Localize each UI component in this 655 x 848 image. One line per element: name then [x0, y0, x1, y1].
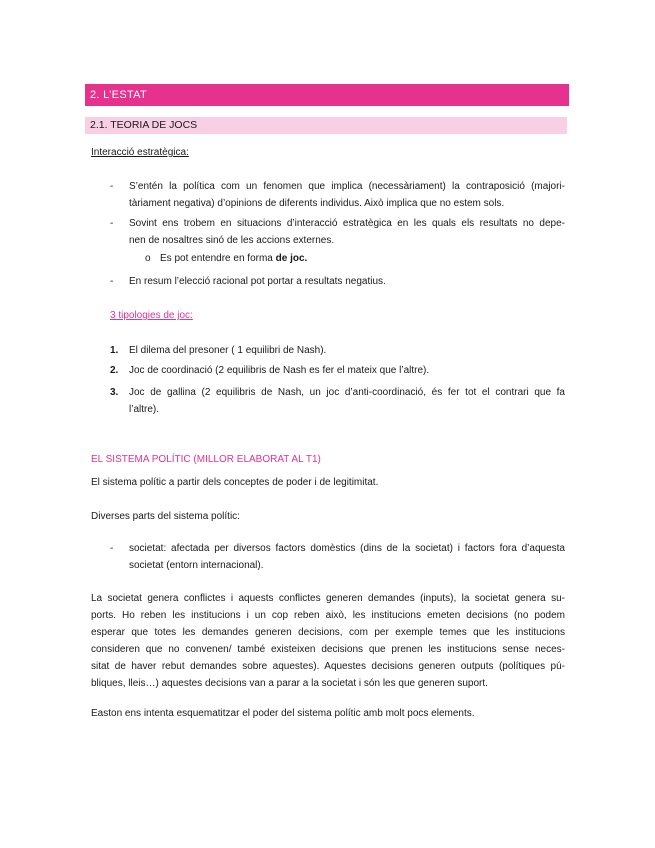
paragraph-3-line: bliques, lleis…) aquestes decisions van a parar a la societat i són les que generen suport.: [91, 678, 488, 689]
bullet-a1-line1: S’entén la política com un fenomen que implica (necessàriament) la contraposició (majori-: [129, 181, 565, 192]
subsection-heading: 2.1. TEORIA DE JOCS: [85, 117, 567, 134]
section-heading: 2. L’ESTAT: [85, 84, 569, 106]
sub-bullet-bold: de joc.: [275, 253, 308, 264]
bullet-a2-line1: Sovint ens trobem en situacions d’interacció estratègica en les quals els resultats no depe-: [129, 218, 565, 229]
bullet-a1-line2: tàriament negativa) d’opinions de diferents individus. Això implica que no estem sols.: [129, 198, 505, 209]
paragraph-2: Diverses parts del sistema polític:: [91, 511, 240, 522]
numbered-item-1: El dilema del presoner ( 1 equilibri de Nash).: [129, 345, 327, 356]
sub-bullet-text: Es pot entendre en forma: [160, 253, 276, 264]
numbered-item-2: Joc de coordinació (2 equilibris de Nash es fer el mateix que l’altre).: [129, 365, 430, 376]
interaccio-title: Interacció estratègica:: [91, 147, 189, 158]
list-number: 3.: [110, 387, 119, 398]
bullet-b-line2: societat (entorn internacional).: [129, 560, 264, 571]
sub-bullet-marker: o: [145, 253, 151, 264]
list-number: 2.: [110, 365, 119, 376]
sistema-heading: EL SISTEMA POLÍTIC (MILLOR ELABORAT AL T1): [91, 454, 321, 465]
sub-bullet-item: [160, 250, 307, 267]
paragraph-3-line: ports. Ho reben les institucions i un cop reben això, les institucions emeten decisions (no podem: [91, 610, 565, 621]
paragraph-3-line: consideren que no convenen/ també existeixen decisions que prenen les institucions sense neces-: [91, 644, 565, 655]
dash-bullet: -: [110, 181, 114, 192]
bullet-b-line1: societat: afectada per diversos factors domèstics (dins de la societat) i factors fora d’aquesta: [129, 543, 565, 554]
dash-bullet: -: [110, 276, 114, 287]
numbered-item-3-line2: l’altre).: [129, 404, 160, 415]
paragraph-3-line: La societat genera conflictes i aquests conflictes generen demandes (inputs), la societat genera su-: [91, 593, 565, 604]
paragraph-3-line: esperar que totes les demandes generen decisions, com per exemple temes que les institucions: [91, 627, 565, 638]
paragraph-4: Easton ens intenta esquematitzar el poder del sistema polític amb molt pocs elements.: [91, 708, 475, 719]
paragraph-1: El sistema polític a partir dels conceptes de poder i de legitimitat.: [91, 477, 379, 488]
numbered-item-3-line1: Joc de gallina (2 equilibris de Nash, un joc d’anti-coordinació, és fer tot el contrari que fa: [129, 387, 565, 398]
bullet-a3-line1: En resum l’elecció racional pot portar a resultats negatius.: [129, 276, 386, 287]
dash-bullet: -: [110, 543, 114, 554]
list-number: 1.: [110, 345, 119, 356]
bullet-a2-line2: nen de nosaltres sinó de les accions externes.: [129, 235, 335, 246]
dash-bullet: -: [110, 218, 114, 229]
paragraph-3-line: sitat de haver rebut demandes sobre aquestes). Aquestes decisions generen outputs (polítiques pú-: [91, 661, 565, 672]
tipologies-title: 3 tipologies de joc:: [110, 310, 193, 321]
